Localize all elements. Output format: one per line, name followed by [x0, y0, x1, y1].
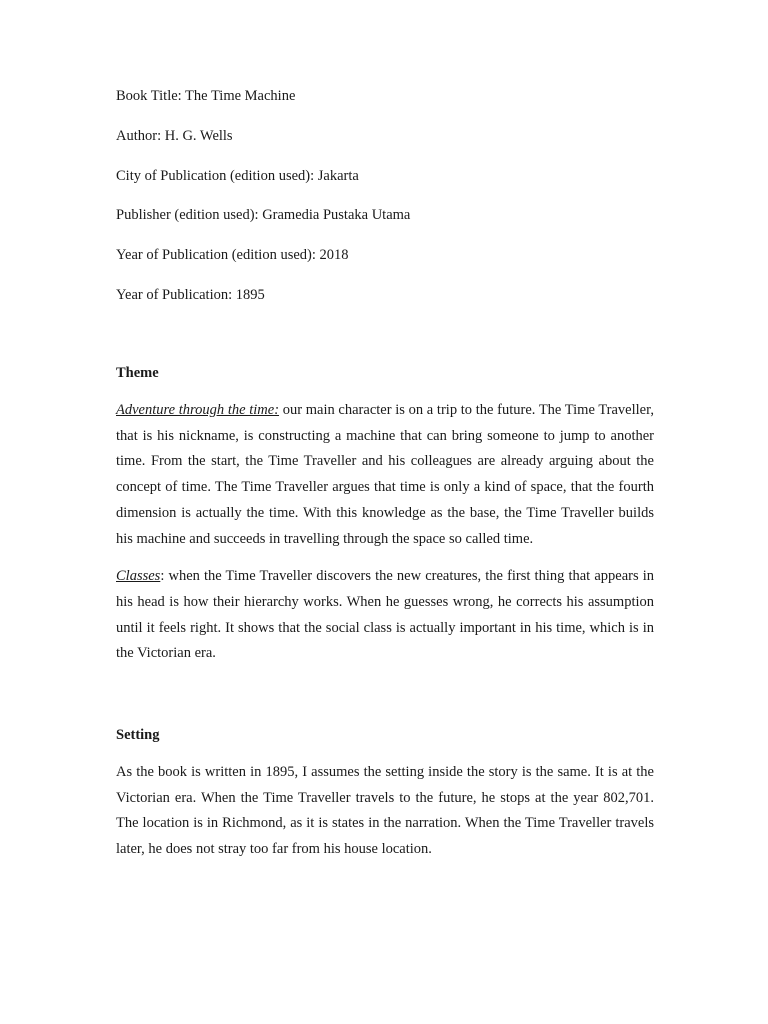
theme-lead-adventure: Adventure through the time:: [116, 401, 280, 418]
theme-paragraph-classes: [116, 564, 654, 667]
theme-paragraph-adventure: [116, 398, 654, 552]
theme-lead-classes: Classes: [116, 568, 161, 585]
document-page: [116, 86, 654, 863]
edition-year-line: Year of Publication (edition used): 2018: [116, 247, 349, 264]
setting-paragraph: As the book is written in 1895, I assumes the setting inside the story is the same. It is at the Victorian era. When the Time Traveller travels to the future, he stops at the year 802,701. The location is in Richmond, as it is states in the narration. When the Time Traveller travels later, he does not stray too far from his house location.: [116, 764, 654, 858]
book-title-line: Book Title: The Time Machine: [116, 88, 296, 104]
theme-text-adventure: our main character is on a trip to the future. The Time Traveller, that is his nickname, is constructing a machine that can bring someone to jump to another time. From the start, the Time Traveller and his colleagues are already arguing about the concept of time. The Time Traveller argues that time is only a kind of space, that the fourth dimension is actually the time. With this knowledge as the base, the Time Traveller builds his machine and succeeds in travelling through the space so called time.: [116, 401, 654, 547]
author-line: Author: H. G. Wells: [116, 127, 233, 144]
publisher-line: Publisher (edition used): Gramedia Pustaka Utama: [116, 207, 411, 224]
theme-heading: Theme: [116, 364, 159, 381]
setting-heading: Setting: [116, 727, 160, 744]
city-of-publication-line: City of Publication (edition used): Jakarta: [116, 167, 359, 184]
original-year-line: Year of Publication: 1895: [116, 286, 265, 303]
theme-text-classes: : when the Time Traveller discovers the new creatures, the first thing that appears in his head is how their hierarchy works. When he guesses wrong, he corrects his assumption until it feels right. It shows that the social class is actually important in his time, which is in the Victorian era.: [116, 568, 654, 662]
